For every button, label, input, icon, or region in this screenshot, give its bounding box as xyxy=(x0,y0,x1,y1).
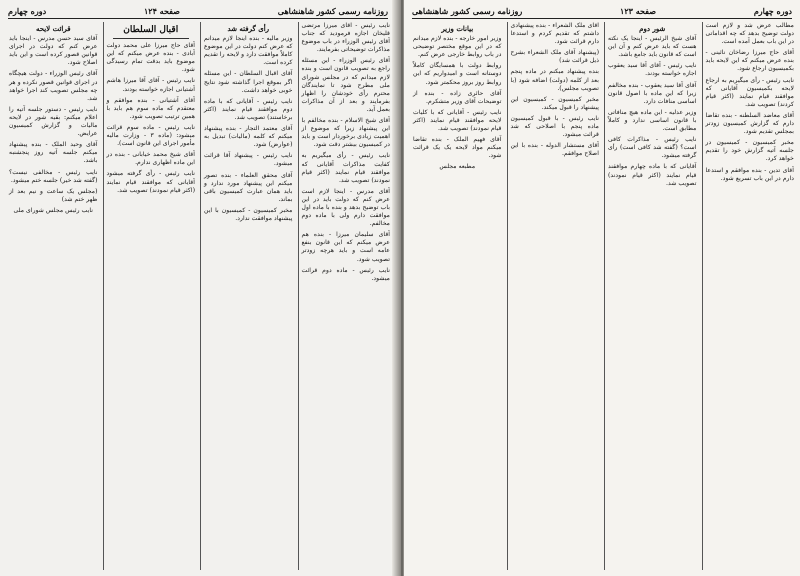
paragraph: (پیشنهاد آقای ملک الشعراء بشرح ذیل قرائت شد) xyxy=(510,49,599,65)
paragraph: آقای حاج میرزا علی محمد دولت آبادی - بنده عرض میکنم که این موضوع باید بدقت تمام رسیدگی شود. xyxy=(106,42,195,74)
divider xyxy=(113,38,190,39)
paragraph: آقای شیخ الرئیس - اینجا یک نکته هست که باید عرض کنم و آن این است که قانون باید جامع باشد. xyxy=(608,35,697,59)
paragraph: نایب رئیس - رأی گرفته میشود آقایانی که موافقند قیام نمایند (اکثر قیام نمودند) تصویب شد. xyxy=(106,170,195,194)
paragraph: آقای شیخ الاسلام - بنده مخالفم با این پیشنهاد زیرا که موضوع از اهمیت زیادی برخوردار است و باید در کمیسیون بیشتر دقت شود. xyxy=(301,117,390,149)
paragraph: آقای شیخ محمد خیابانی - بنده در این ماده اظهاری ندارم. xyxy=(106,151,195,167)
paragraph: نایب رئیس - آقایانی که با ماده دوم موافقند قیام نمایند (اکثر برخاستند) تصویب شد. xyxy=(204,97,293,121)
paragraph: نایب رئیس - با قبول کمیسیون ماده پنجم با اصلاحی که شد قرائت میشود. xyxy=(510,114,599,139)
paragraph: آقای رئیس الوزراء - این مسئله راجع به تصویب قانون است و بنده لازم میدانم که در مجلس شورای ملی مطرح شود تا نمایندگان محترم رأی خودشان را اظهار بفرمایند و بعد از آن مذاکرات بعمل آید. xyxy=(301,57,390,113)
section-heading: بیانات وزیر xyxy=(441,24,474,33)
paragraph: نایب رئیس - ماده دوم قرائت میشود. xyxy=(301,266,390,282)
paragraph: بنده پیشنهاد میکنم در ماده پنجم بعد از کلمه (دولت) اضافه شود (با تصویب مجلس). xyxy=(510,68,599,92)
left-column-2 xyxy=(200,22,293,570)
left-column-4 xyxy=(6,22,98,570)
paragraph: آقای مستشار الدوله - بنده با این اصلاح موافقم. xyxy=(510,142,599,158)
paragraph: آقای آشتیانی - بنده موافقم و معتقدم که ماده سوم هم باید با همین ترتیب تصویب شود. xyxy=(106,96,195,120)
left-page xyxy=(0,0,396,576)
signature-line: مطبعه مجلس xyxy=(439,163,476,171)
paragraph: آقای معتمد التجار - بنده پیشنهاد میکنم که کلمه (مالیات) تبدیل به (عوارض) شود. xyxy=(204,125,293,149)
section-heading: رأی گرفته شد xyxy=(227,24,270,33)
right-header-page-number: صفحه ۱۲۳ xyxy=(620,6,657,16)
paragraph: وزیر مالیه - بنده اینجا لازم میدانم که عرض کنم دولت در این موضوع کاملاً موافقت دارد و لایحه را تقدیم کرده است. xyxy=(204,35,293,67)
paragraph: آقای آقا سید یعقوب - بنده مخالفم زیرا که این ماده با اصول قانون اساسی منافات دارد. xyxy=(608,81,697,105)
paragraph: آقایانی که با ماده چهارم موافقند قیام نمایند (اکثر قیام نمودند) تصویب شد. xyxy=(608,163,697,187)
paragraph: مخبر کمیسیون - کمیسیون در جلسه آتیه گزارش خود را تقدیم خواهد کرد. xyxy=(705,139,794,163)
paragraph: آقای سلیمان میرزا - بنده هم عرض میکنم که این قانون بنفع عامه است و باید هرچه زودتر تصویب شود. xyxy=(301,231,390,263)
left-column-3 xyxy=(103,22,196,570)
paragraph: نایب رئیس - رأی میگیریم به ارجاع لایحه بکمیسیون آقایانی که موافقند قیام نمایند (اکثر قیام کردند) تصویب شد. xyxy=(705,76,794,108)
paragraph: آقای حاج میرزا رضاخان نائینی - بنده عرض میکنم که این لایحه باید بکمیسیون ارجاع شود. xyxy=(705,49,794,73)
paragraph: نایب رئیس - ماده سوم قرائت میشود: (ماده ۳ - وزارت مالیه مأمور اجرای این قانون است). xyxy=(106,123,195,148)
left-header-volume: دوره چهارم xyxy=(8,6,47,16)
right-page-columns xyxy=(410,22,794,570)
right-header-volume: دوره چهارم xyxy=(753,6,792,16)
speaker-stamp: اقبال السلطان xyxy=(123,25,179,35)
right-column-1 xyxy=(702,22,795,570)
paragraph: مخبر کمیسیون - کمیسیون با این پیشنهاد موافقت ندارد. xyxy=(204,206,293,222)
paragraph: نایب رئیس - آقایانی که با کلیات لایحه موافقند قیام نمایند (اکثر قیام نمودند) تصویب شد. xyxy=(413,108,502,133)
right-column-2 xyxy=(604,22,697,570)
paragraph: مطالب عرض شد و لازم است دولت توضیح بدهد که چه اقداماتی در این باب بعمل آمده است. xyxy=(705,22,794,46)
paragraph: وزیر عدلیه - این ماده هیچ منافاتی با قانون اساسی ندارد و کاملاً مطابق است. xyxy=(608,108,697,133)
paragraph: آقای وحید الملک - بنده پیشنهاد میکنم جلسه آتیه روز پنجشنبه باشد. xyxy=(9,141,98,165)
paragraph: نایب رئیس - آقای آقا میرزا هاشم آشتیانی اجازه خواسته بودند. xyxy=(106,77,195,93)
left-column-1 xyxy=(298,22,391,570)
paragraph: آقای تدین - بنده موافقم و استدعا دارم در این باب تسریع شود. xyxy=(705,166,794,182)
paragraph: نایب رئیس - آقای میرزا مرتضی قلیخان اجازه فرمودید که جناب آقای رئیس الوزراء در باب موضوع مذاکرات توضیحاتی بفرمایند. xyxy=(301,22,390,54)
signature-line: نایب رئیس مجلس شورای ملی xyxy=(13,206,93,214)
paragraph: نایب رئیس - پیشنهاد آقا قرائت میشود. xyxy=(204,152,293,168)
left-header-title: روزنامه رسمی کشور شاهنشاهی xyxy=(277,6,388,16)
paragraph: مخبر کمیسیون - کمیسیون این پیشنهاد را قبول میکند. xyxy=(510,95,599,111)
right-page-header xyxy=(412,4,792,19)
right-header-title: روزنامه رسمی کشور شاهنشاهی xyxy=(412,6,523,16)
right-column-4 xyxy=(410,22,502,570)
left-page-header xyxy=(8,4,388,19)
paragraph: روابط دولت با همسایگان کاملاً دوستانه است و امیدواریم که این روابط روز بروز محکمتر شود. xyxy=(413,62,502,86)
paragraph: آقای مدرس - اینجا لازم است عرض کنم که دولت باید در این باب توضیح بدهد و بنده با ماده اول موافقت دارم ولی با ماده دوم مخالفم. xyxy=(301,187,390,228)
paragraph: نایب رئیس - رأی میگیریم به کفایت مذاکرات آقایانی که موافقند قیام نمایند (اکثر قیام نمودند) تصویب شد. xyxy=(301,152,390,184)
paragraph: آقای حائری زاده - بنده از توضیحات آقای وزیر متشکرم. xyxy=(413,89,502,105)
paragraph: آقای فهیم الملک - بنده تقاضا میکنم مواد لایحه یک یک قرائت شود. xyxy=(413,136,502,160)
left-page-columns xyxy=(6,22,390,570)
paragraph: آقای ملک الشعراء - بنده پیشنهادی داشتم که تقدیم کردم و استدعا دارم قرائت شود. xyxy=(510,22,599,46)
paragraph: نایب رئیس - دستور جلسه آتیه را اعلام میکنم: بقیه شور در لایحه مالیات و گزارش کمیسیون عرایض. xyxy=(9,105,98,138)
section-heading: شور دوم xyxy=(639,24,666,33)
section-heading: قرائت لایحه xyxy=(35,24,71,33)
paragraph: نایب رئیس - مخالفی نیست؟ (گفته شد خیر) جلسه ختم میشود. xyxy=(9,168,98,184)
paragraph: آقای معاضد السلطنه - بنده تقاضا دارم که گزارش کمیسیون زودتر بمجلس تقدیم شود. xyxy=(705,111,794,136)
paragraph: آقای اقبال السلطان - این مسئله اگر بموقع اجرا گذاشته شود نتایج خوبی خواهد داشت. xyxy=(204,70,293,94)
paragraph: آقای سید حسن مدرس - اینجا باید عرض کنم که دولت در اجرای قوانین قصور کرده است و این باید اصلاح شود. xyxy=(9,35,98,67)
paragraph: (مجلس یک ساعت و نیم بعد از ظهر ختم شد) xyxy=(9,187,98,203)
paragraph: آقای رئیس الوزراء - دولت هیچگاه در اجرای قوانین قصور نکرده و هر چه مجلس تصویب کند اجرا خواهد شد. xyxy=(9,70,98,102)
paragraph: آقای محقق العلماء - بنده تصور میکنم این پیشنهاد مورد ندارد و باید همان عبارت کمیسیون باقی بماند. xyxy=(204,171,293,203)
right-column-3 xyxy=(507,22,600,570)
left-header-page-number: صفحه ۱۲۴ xyxy=(143,6,180,16)
paragraph: وزیر امور خارجه - بنده لازم میدانم که در این موقع مختصر توضیحی در باب روابط خارجی عرض کنم. xyxy=(413,35,502,59)
right-page xyxy=(404,0,800,576)
paragraph: نایب رئیس - آقای آقا سید یعقوب اجازه خواسته بودند. xyxy=(608,62,697,78)
paragraph: نایب رئیس - مذاکرات کافی است؟ (گفته شد کافی است) رأی گرفته میشود. xyxy=(608,136,697,160)
